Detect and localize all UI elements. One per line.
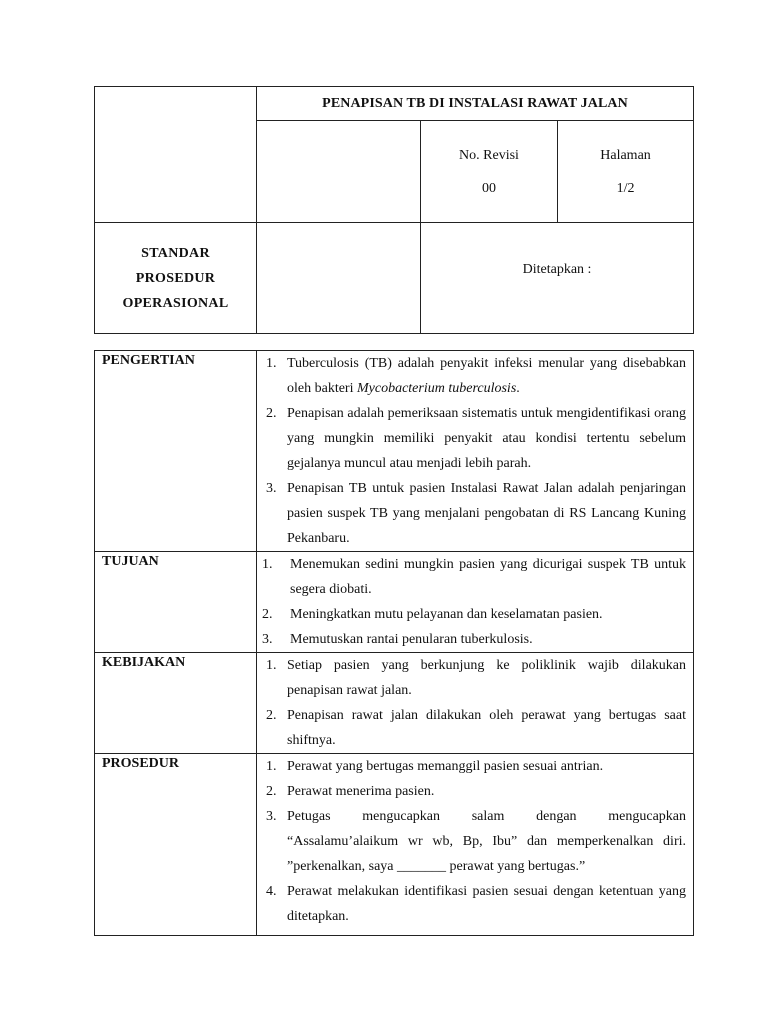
list-number: 3. [266, 809, 277, 824]
list-item [262, 351, 686, 401]
document-number-cell [257, 121, 421, 223]
list-number: 2. [266, 708, 277, 723]
page-cell [558, 121, 694, 223]
list-item [262, 754, 686, 779]
section-label-pengertian: PENGERTIAN [95, 351, 257, 552]
list-text: Penapisan TB untuk pasien Instalasi Rawat Jalan adalah penjaringan pasien suspek TB yang menjalani pengobatan di RS Lancang Kuning Pekanbaru. [287, 481, 686, 546]
page-label: Halaman [600, 147, 651, 163]
section-tujuan [95, 552, 694, 653]
list-text: Meningkatkan mutu pelayanan dan keselamatan pasien. [290, 607, 603, 622]
list-text: Penapisan adalah pemeriksaan sistematis untuk mengidentifikasi orang yang mungkin memiliki penyakit atau kondisi tertentu sebelum gejalanya muncul atau menjadi lebih parah. [287, 406, 686, 471]
sop-content-table [94, 350, 694, 936]
list-item [262, 627, 686, 652]
list-text: Perawat melakukan identifikasi pasien sesuai dengan ketentuan yang ditetapkan. [287, 884, 686, 924]
list-number: 1. [262, 557, 273, 572]
revision-value: 00 [482, 180, 496, 196]
list-number: 1. [266, 356, 277, 371]
tujuan-list [262, 552, 686, 652]
sop-label [95, 223, 257, 334]
section-label-prosedur: PROSEDUR [95, 754, 257, 936]
sop-header-table [94, 86, 694, 334]
list-item [262, 552, 686, 602]
list-item [262, 602, 686, 627]
list-item [262, 401, 686, 476]
list-number: 2. [266, 784, 277, 799]
section-body-kebijakan [257, 653, 694, 754]
list-number: 1. [266, 658, 277, 673]
list-item [262, 804, 686, 879]
section-kebijakan [95, 653, 694, 754]
list-text: Memutuskan rantai penularan tuberkulosis. [290, 632, 533, 647]
list-text: Petugas mengucapkan salam dengan mengucapkan “Assalamu’alaikum wr wb, Bp, Ibu” dan memperkenalkan diri. ”perkenalkan, saya _______ perawat yang bertugas.” [287, 809, 686, 874]
list-number: 2. [266, 406, 277, 421]
list-text: Setiap pasien yang berkunjung ke poliklinik wajib dilakukan penapisan rawat jalan. [287, 658, 686, 698]
list-number: 1. [266, 759, 277, 774]
scientific-name: Mycobacterium tuberculosis [356, 381, 517, 396]
sop-line-2: PROSEDUR [135, 270, 216, 286]
approved-label: Ditetapkan : [522, 262, 592, 277]
sop-line-3: OPERASIONAL [122, 295, 229, 311]
revision-label: No. Revisi [459, 147, 519, 163]
list-number: 3. [266, 481, 277, 496]
list-text: Perawat menerima pasien. [287, 784, 435, 799]
section-label-tujuan: TUJUAN [95, 552, 257, 653]
list-item [262, 703, 686, 753]
issue-date-cell [257, 223, 421, 334]
list-text: Penapisan rawat jalan dilakukan oleh perawat yang bertugas saat shiftnya. [287, 708, 686, 748]
list-number: 3. [262, 632, 273, 647]
list-number: 2. [262, 607, 273, 622]
list-item [262, 879, 686, 929]
document-title: PENAPISAN TB DI INSTALASI RAWAT JALAN [257, 87, 694, 121]
revision-cell [421, 121, 558, 223]
section-pengertian [95, 351, 694, 552]
list-text: Menemukan sedini mungkin pasien yang dicurigai suspek TB untuk segera diobati. [290, 557, 686, 597]
list-item [262, 476, 686, 551]
section-label-kebijakan: KEBIJAKAN [95, 653, 257, 754]
list-item [262, 779, 686, 804]
logo-cell [95, 87, 257, 223]
approval-cell [421, 223, 694, 334]
list-number: 4. [266, 884, 277, 899]
section-body-tujuan [257, 552, 694, 653]
section-prosedur [95, 754, 694, 936]
section-body-pengertian [257, 351, 694, 552]
pengertian-list [262, 351, 686, 551]
section-body-prosedur [257, 754, 694, 936]
page-value: 1/2 [616, 180, 635, 196]
prosedur-list [262, 754, 686, 929]
list-text: Tuberculosis (TB) adalah penyakit infeksi menular yang disebabkan oleh bakteri Mycobacterium tuberculosis. [287, 356, 686, 396]
list-text: Perawat yang bertugas memanggil pasien sesuai antrian. [287, 759, 604, 774]
sop-line-1: STANDAR [141, 245, 210, 261]
list-item [262, 653, 686, 703]
kebijakan-list [262, 653, 686, 753]
